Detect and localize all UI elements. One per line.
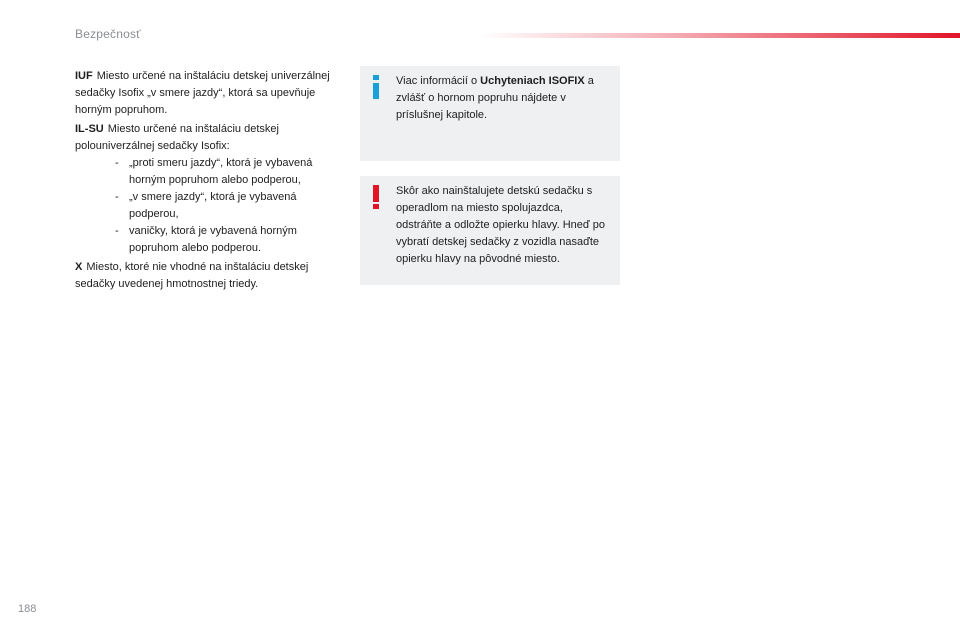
definition-iuf — [75, 68, 345, 119]
warning-icon — [371, 185, 381, 209]
info-text-end: a zvlášť o hornom popruhu nájdete v príslušnej kapitole. — [396, 75, 594, 121]
definition-text: Miesto, ktoré nie vhodné na inštaláciu detskej sedačky uvedenej hmotnostnej triedy. — [75, 261, 309, 290]
list-item: - „proti smeru jazdy“, ktorá je vybavená horným popruhom alebo podperou, — [115, 155, 345, 189]
info-text-bold: Uchyteniach ISOFIX — [480, 75, 585, 87]
info-box — [360, 66, 620, 161]
list-item: - „v smere jazdy“, ktorá je vybavená podperou, — [115, 189, 345, 223]
definition-term: IUF — [75, 70, 93, 82]
info-icon — [371, 75, 381, 99]
warning-box-text: Skôr ako nainštalujete detskú sedačku s operadlom na miesto spolujazdca, odstráňte a odložte opierku hlavy. Hneď po vybratí detskej sedačky z vozidla nasaďte opierku hlavy na pôvodné miesto. — [396, 185, 605, 265]
page-number: 188 — [18, 603, 37, 615]
section-title: Bezpečnosť — [75, 27, 141, 41]
definition-text: Miesto určené na inštaláciu detskej polouniverzálnej sedačky Isofix: — [75, 123, 279, 152]
definition-text: Miesto určené na inštaláciu detskej univerzálnej sedačky Isofix „v smere jazdy“, ktorá sa upevňuje horným popruhom. — [75, 70, 330, 116]
definition-term: IL-SU — [75, 123, 104, 135]
header-accent-bar — [480, 33, 960, 38]
definition-sub-list — [75, 155, 345, 257]
definition-il-su — [75, 121, 345, 257]
info-box-text — [396, 73, 610, 124]
info-text-start: Viac informácií o — [396, 75, 481, 87]
definition-x — [75, 259, 345, 293]
definition-term: X — [75, 261, 83, 273]
definitions-list — [75, 68, 345, 295]
warning-box — [360, 176, 620, 285]
list-item: - vaničky, ktorá je vybavená horným popruhom alebo podperou. — [115, 223, 345, 257]
